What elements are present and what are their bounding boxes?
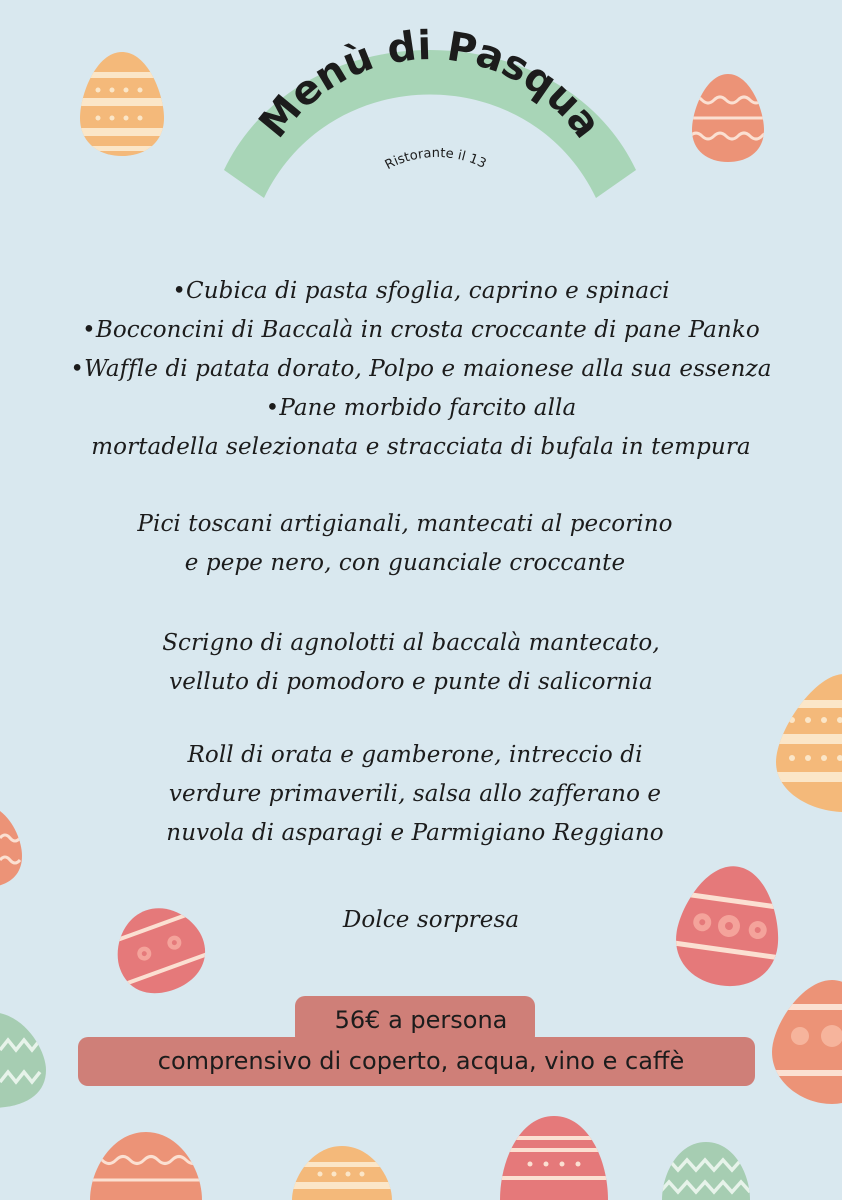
price-details: comprensivo di coperto, acqua, vino e caffè bbox=[157, 1047, 685, 1075]
menu-item: Dolce sorpresa bbox=[342, 907, 520, 933]
menu-primo-2 bbox=[0, 624, 832, 702]
menu-dolce bbox=[10, 901, 842, 940]
price-amount: 56€ a persona bbox=[334, 1006, 508, 1034]
easter-egg-icon bbox=[290, 1144, 394, 1200]
easter-egg-icon bbox=[770, 978, 842, 1108]
menu-item: Roll di orata e gamberone, intreccio di bbox=[187, 742, 643, 768]
menu-item: •Cubica di pasta sfoglia, caprino e spinaci bbox=[172, 278, 670, 304]
menu-item: mortadella selezionata e stracciata di bufala in tempura bbox=[91, 434, 751, 460]
easter-egg-icon bbox=[88, 1130, 204, 1200]
easter-egg-icon bbox=[78, 50, 166, 158]
menu-item: e pepe nero, con guanciale croccante bbox=[184, 550, 626, 576]
menu-secondo bbox=[0, 736, 836, 853]
easter-egg-icon bbox=[690, 72, 766, 164]
menu-item: •Waffle di patata dorato, Polpo e maionese alla sua essenza bbox=[70, 356, 772, 382]
easter-egg-icon bbox=[660, 1140, 752, 1200]
header-arch bbox=[200, 20, 660, 220]
page-title: Menù di Pasqua bbox=[250, 23, 610, 147]
menu-item: •Bocconcini di Baccalà in crosta croccante di pane Panko bbox=[82, 317, 760, 343]
menu-primo-1 bbox=[0, 505, 826, 583]
easter-egg-icon bbox=[498, 1114, 610, 1200]
menu-item: Pici toscani artigianali, mantecati al pecorino bbox=[137, 511, 673, 537]
menu-item: velluto di pomodoro e punte di salicornia bbox=[169, 669, 653, 695]
menu-antipasti bbox=[0, 272, 842, 467]
menu-item: •Pane morbido farcito alla bbox=[265, 395, 577, 421]
menu-item: verdure primaverili, salsa allo zafferano e bbox=[168, 781, 662, 807]
restaurant-name: Ristorante il 13 bbox=[382, 145, 489, 174]
menu-item: Scrigno di agnolotti al baccalà mantecato, bbox=[162, 630, 660, 656]
menu-item: nuvola di asparagi e Parmigiano Reggiano bbox=[166, 820, 664, 846]
